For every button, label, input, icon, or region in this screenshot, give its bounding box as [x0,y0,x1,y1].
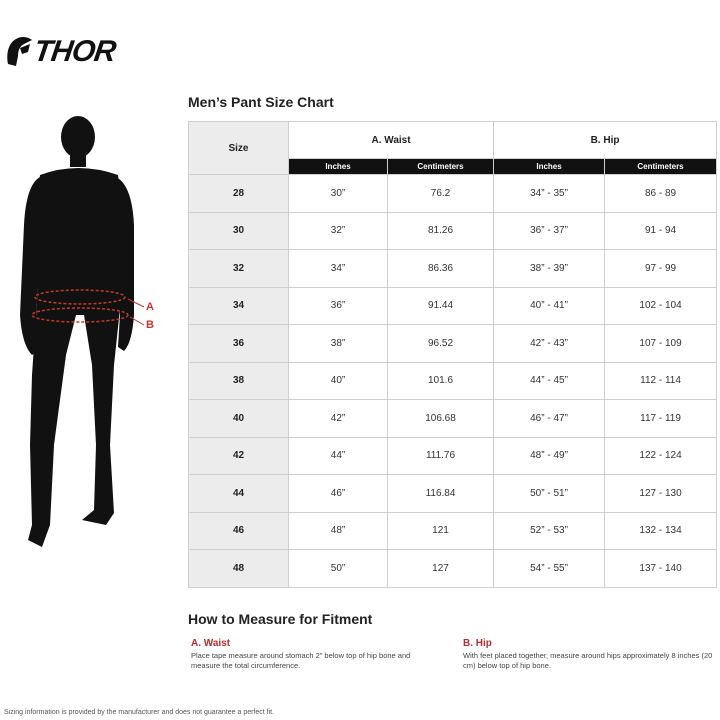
hip-inches-cell: 34” - 35” [494,175,605,213]
hip-inches-cell: 38” - 39” [494,250,605,288]
hip-inches-cell: 52” - 53” [494,512,605,550]
table-row [189,250,717,288]
hip-inches-cell: 48” - 49” [494,437,605,475]
waist-cm-cell: 116.84 [388,475,494,513]
table-row [189,287,717,325]
hip-instructions [463,638,713,671]
size-column-header: Size [189,122,289,175]
hip-inches-cell: 42” - 43” [494,325,605,363]
waist-cm-cell: 81.26 [388,212,494,250]
waist-inches-cell: 30” [289,175,388,213]
thor-helmet-icon [4,34,34,70]
size-cell: 46 [189,512,289,550]
waist-inches-cell: 48” [289,512,388,550]
table-row [189,212,717,250]
size-cell: 44 [189,475,289,513]
table-row [189,400,717,438]
size-cell: 36 [189,325,289,363]
table-row [189,325,717,363]
thor-logo [4,30,134,74]
waist-inches-cell: 32” [289,212,388,250]
marker-a-label: A [146,301,154,313]
waist-cm-header: Centimeters [388,159,494,175]
waist-inches-cell: 50” [289,550,388,588]
waist-cm-cell: 106.68 [388,400,494,438]
hip-cm-cell: 132 - 134 [605,512,717,550]
hip-cm-cell: 97 - 99 [605,250,717,288]
waist-inches-cell: 46” [289,475,388,513]
hip-inches-cell: 40” - 41” [494,287,605,325]
hip-inches-cell: 50” - 51” [494,475,605,513]
hip-cm-cell: 137 - 140 [605,550,717,588]
hip-cm-cell: 91 - 94 [605,212,717,250]
waist-cm-cell: 76.2 [388,175,494,213]
table-row [189,175,717,213]
table-row [189,437,717,475]
waist-group-header: A. Waist [289,122,494,159]
hip-cm-cell: 102 - 104 [605,287,717,325]
logo-wordmark: THOR [31,35,118,68]
size-cell: 42 [189,437,289,475]
hip-inches-cell: 36” - 37” [494,212,605,250]
waist-inches-cell: 34” [289,250,388,288]
size-cell: 40 [189,400,289,438]
waist-cm-cell: 127 [388,550,494,588]
waist-inches-cell: 42” [289,400,388,438]
hip-instructions-text: With feet placed together, measure around hips approximately 8 inches (20 cm) below top of hip bone. [463,651,713,670]
hip-inches-header: Inches [494,159,605,175]
waist-inches-cell: 40” [289,362,388,400]
size-chart-body [189,175,717,588]
waist-inches-cell: 36” [289,287,388,325]
waist-inches-cell: 44” [289,437,388,475]
size-cell: 48 [189,550,289,588]
table-row [189,512,717,550]
hip-inches-cell: 54” - 55” [494,550,605,588]
hip-cm-cell: 107 - 109 [605,325,717,363]
marker-b-label: B [146,319,154,331]
waist-instructions-text: Place tape measure around stomach 2” below top of hip bone and measure the total circumference. [191,651,411,670]
table-row [189,475,717,513]
measure-title: How to Measure for Fitment [188,611,373,627]
chart-title: Men’s Pant Size Chart [188,94,334,110]
waist-instructions [191,638,441,671]
table-row [189,362,717,400]
hip-inches-cell: 44” - 45” [494,362,605,400]
waist-cm-cell: 101.6 [388,362,494,400]
size-cell: 38 [189,362,289,400]
size-cell: 28 [189,175,289,213]
hip-group-header: B. Hip [494,122,717,159]
hip-cm-cell: 86 - 89 [605,175,717,213]
waist-cm-cell: 111.76 [388,437,494,475]
hip-cm-cell: 117 - 119 [605,400,717,438]
body-silhouette-icon [10,115,170,555]
table-row [189,550,717,588]
waist-cm-cell: 86.36 [388,250,494,288]
hip-cm-cell: 127 - 130 [605,475,717,513]
waist-inches-cell: 38” [289,325,388,363]
size-chart-table [188,121,717,588]
size-cell: 34 [189,287,289,325]
hip-cm-cell: 122 - 124 [605,437,717,475]
hip-instructions-label: B. Hip [463,638,492,649]
size-cell: 30 [189,212,289,250]
size-cell: 32 [189,250,289,288]
waist-cm-cell: 91.44 [388,287,494,325]
hip-cm-header: Centimeters [605,159,717,175]
body-silhouette-figure [10,115,170,555]
waist-instructions-label: A. Waist [191,638,231,649]
hip-cm-cell: 112 - 114 [605,362,717,400]
disclaimer-text: Sizing information is provided by the manufacturer and does not guarantee a perfect fit. [4,709,275,716]
waist-inches-header: Inches [289,159,388,175]
waist-cm-cell: 121 [388,512,494,550]
hip-inches-cell: 46” - 47” [494,400,605,438]
waist-cm-cell: 96.52 [388,325,494,363]
